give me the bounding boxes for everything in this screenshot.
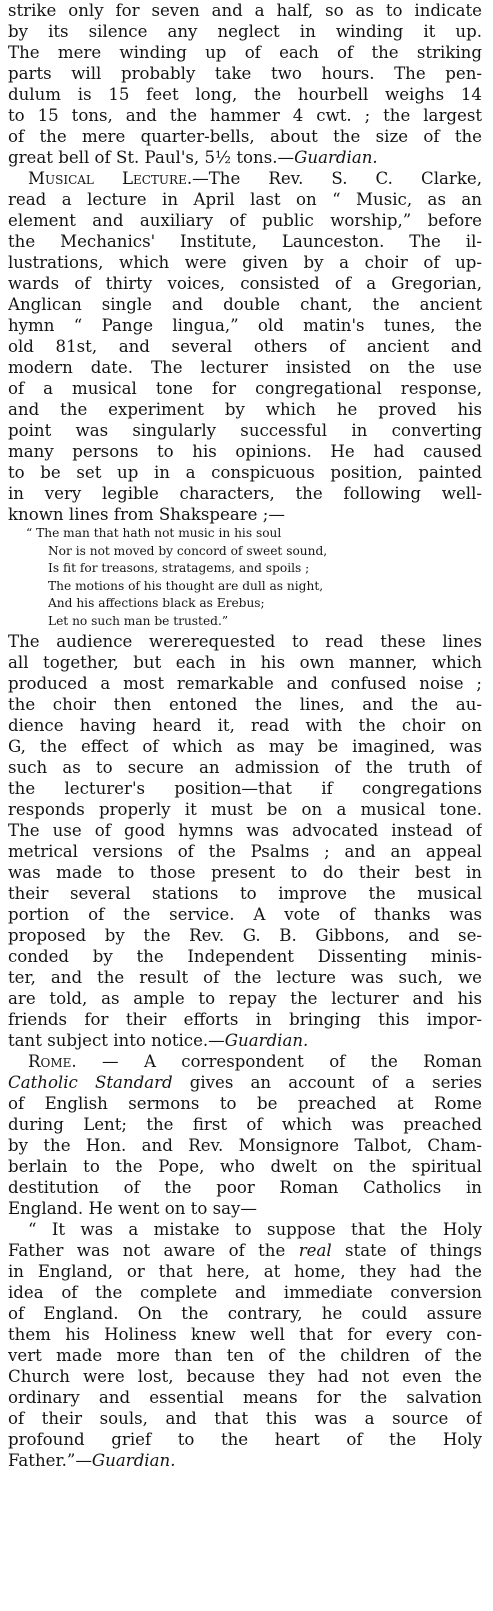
text-line: “ It was a mistake to suppose that the Holy <box>28 1219 482 1239</box>
text-fragment: Father.”— <box>8 1450 92 1470</box>
text-line: dience having heard it, read with the choir on <box>8 715 482 735</box>
text-line: read a lecture in April last on “ Music, as an <box>8 190 482 209</box>
publication-title: Catholic Standard <box>8 1072 173 1092</box>
text-line: wards of thirty voices, consisted of a Gregorian, <box>8 274 482 293</box>
text-line: the choir then entoned the lines, and the au- <box>8 694 482 714</box>
text-line: them his Holiness knew well that for every con- <box>8 1324 482 1344</box>
quote-line: Let no such man be trusted.” <box>48 613 229 628</box>
text-line: produced a most remarkable and confused noise ; <box>8 673 482 693</box>
text-line: the Mechanics' Institute, Launceston. The il- <box>8 232 482 251</box>
text-line: of their souls, and that this was a source of <box>8 1408 482 1428</box>
text-line: point was singularly successful in converting <box>8 421 482 440</box>
text-line: was made to those present to do their best in <box>8 862 482 882</box>
text-line: friends for their efforts in bringing this impor- <box>8 1009 482 1029</box>
text-line: profound grief to the heart of the Holy <box>8 1429 482 1449</box>
text-line: vert made more than ten of the children of the <box>8 1345 482 1365</box>
text-line: responds properly it must be on a musical tone. <box>8 799 482 819</box>
text-line <box>8 1051 482 1072</box>
text-line: lustrations, which were given by a choir of up- <box>8 253 482 272</box>
musical-lecture-article <box>8 168 482 1051</box>
text-line: G, the effect of which as may be imagined, was <box>8 736 482 756</box>
quote-line: The motions of his thought are dull as night, <box>48 578 324 593</box>
text-fragment: —The Rev. S. C. Clarke, <box>192 169 482 188</box>
text-line: Church were lost, because they had not even the <box>8 1366 482 1386</box>
text-line: modern date. The lecturer insisted on the use <box>8 358 482 377</box>
source-credit: Guardian. <box>224 1030 309 1050</box>
text-line <box>8 1240 482 1261</box>
source-credit: Guardian. <box>294 148 378 167</box>
text-line: all together, but each in his own manner, which <box>8 652 482 672</box>
text-fragment: gives an account of a series <box>172 1072 482 1092</box>
text-line: old 81st, and several others of ancient and <box>8 337 482 356</box>
text-line <box>8 1450 482 1471</box>
text-line: dulum is 15 feet long, the hourbell weighs 14 <box>8 85 482 104</box>
text-fragment: state of things <box>331 1240 482 1260</box>
quote-line: And his affections black as Erebus; <box>48 596 265 611</box>
text-line <box>8 1030 482 1051</box>
text-line: Anglican single and double chant, the ancient <box>8 295 482 314</box>
text-line: during Lent; the first of which was preached <box>8 1114 482 1134</box>
text-line: are told, as ample to repay the lecturer and his <box>8 988 482 1008</box>
text-line: portion of the service. A vote of thanks was <box>8 904 482 924</box>
text-line: to 15 tons, and the hammer 4 cwt. ; the largest <box>8 106 482 125</box>
text-line: known lines from Shakspeare ;— <box>8 505 285 524</box>
text-line: by the Hon. and Rev. Monsignore Talbot, Cham- <box>8 1135 482 1155</box>
text-line <box>8 168 482 189</box>
rome-article <box>8 1051 482 1471</box>
text-fragment: tant subject into notice.— <box>8 1030 225 1050</box>
text-line: destitution of the poor Roman Catholics in <box>8 1177 482 1197</box>
text-line: conded by the Independent Dissenting minis- <box>8 946 482 966</box>
section-heading: Musical Lecture. <box>28 169 193 188</box>
text-line: to be set up in a conspicuous position, painted <box>8 463 482 482</box>
text-line: of England. On the contrary, he could assure <box>8 1303 482 1323</box>
text-line: by its silence any neglect in winding it up. <box>8 22 482 41</box>
text-line: parts will probably take two hours. The pen- <box>8 64 482 83</box>
text-fragment: — A correspondent of the Roman <box>76 1051 482 1071</box>
quote-line: Nor is not moved by concord of sweet sound, <box>48 543 328 558</box>
text-line: and the experiment by which he proved his <box>8 400 482 419</box>
text-line: ordinary and essential means for the salvation <box>8 1387 482 1407</box>
text-line: of the mere quarter-bells, about the size of the <box>8 127 482 146</box>
text-line: proposed by the Rev. G. B. Gibbons, and se- <box>8 925 482 945</box>
text-line <box>8 1072 482 1093</box>
text-line: their several stations to improve the musical <box>8 883 482 903</box>
text-line: idea of the complete and immediate conversion <box>8 1282 482 1302</box>
quote-line: Is fit for treasons, stratagems, and spoils ; <box>48 561 310 576</box>
emphasis: real <box>298 1240 332 1260</box>
quote-line: “ The man that hath not music in his soul <box>26 526 282 540</box>
text-line <box>8 147 482 168</box>
text-line: The use of good hymns was advocated instead of <box>8 820 482 840</box>
text-line: of English sermons to be preached at Rome <box>8 1093 482 1113</box>
text-line: The audience wererequested to read these lines <box>8 631 482 651</box>
text-fragment: Father was not aware of the <box>8 1240 299 1260</box>
text-fragment: great bell of St. Paul's, 5½ tons.— <box>8 148 295 167</box>
source-credit: Guardian. <box>91 1450 176 1470</box>
text-line: England. He went on to say— <box>8 1198 257 1218</box>
section-heading: Rome. <box>28 1051 77 1071</box>
text-line: metrical versions of the Psalms ; and an appeal <box>8 841 482 861</box>
text-line: such as to secure an admission of the truth of <box>8 757 482 777</box>
shakespeare-quote <box>8 525 482 631</box>
text-line: of a musical tone for congregational response, <box>8 379 482 398</box>
text-line: The mere winding up of each of the striking <box>8 43 482 62</box>
text-line: in England, or that here, at home, they had the <box>8 1261 482 1281</box>
text-line: hymn “ Pange lingua,” old matin's tunes, the <box>8 316 482 335</box>
text-line: element and auxiliary of public worship,” before <box>8 211 482 230</box>
text-line: the lecturer's position—that if congregations <box>8 778 482 798</box>
text-line: strike only for seven and a half, so as to indicate <box>8 1 482 20</box>
text-line: many persons to his opinions. He had caused <box>8 442 482 461</box>
text-line: ter, and the result of the lecture was such, we <box>8 967 482 987</box>
text-line: in very legible characters, the following well- <box>8 484 482 503</box>
intro-paragraph <box>8 0 482 168</box>
text-line: berlain to the Pope, who dwelt on the spiritual <box>8 1156 482 1176</box>
